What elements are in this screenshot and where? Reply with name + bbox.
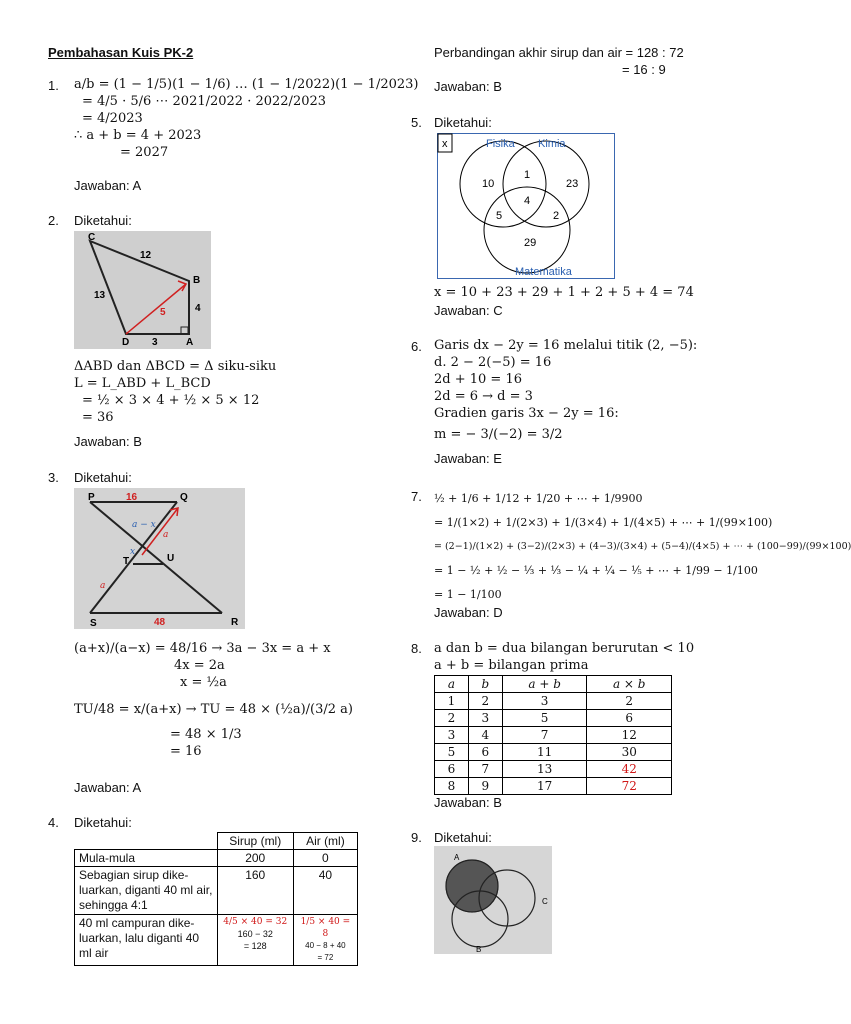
set-b-label: B <box>476 945 482 954</box>
q4-ratio-simplified: = 16 : 9 <box>622 62 666 77</box>
q7-number: 7. <box>411 489 422 504</box>
q8-solution <box>434 640 694 674</box>
q3-figure <box>74 488 245 629</box>
table-cell: 1 <box>435 693 469 710</box>
q6-solution <box>434 337 697 443</box>
table-header-cell: Air (ml) <box>293 833 357 850</box>
q1-line: = 4/5 · 5/6 ⋯ 2021/2022 · 2022/2023 <box>82 94 327 109</box>
q4-number: 4. <box>48 815 59 830</box>
q2-solution <box>74 358 276 426</box>
table-cell: 5 <box>435 744 469 761</box>
table-cell: 8 <box>435 778 469 795</box>
table-row <box>435 710 672 727</box>
table-cell: 2 <box>587 693 672 710</box>
matematika-label: Matematika <box>515 266 572 278</box>
q4-table <box>74 832 358 966</box>
q1-solution <box>74 76 418 161</box>
vertex-t-label: T <box>123 556 130 567</box>
side-48-label: 48 <box>154 617 166 628</box>
region-29: 29 <box>524 237 537 249</box>
table-row <box>435 727 672 744</box>
table-cell: 42 <box>587 761 672 778</box>
region-23: 23 <box>566 178 579 190</box>
q6-line: Garis dx − 2y = 16 melalui titik (2, −5): <box>434 338 698 353</box>
table-cell: 2 <box>468 693 502 710</box>
q8-table <box>434 675 672 795</box>
table-cell: 11 <box>502 744 587 761</box>
q4-answer: Jawaban: B <box>434 79 502 94</box>
q2-figure <box>74 231 211 349</box>
table-cell: 17 <box>502 778 587 795</box>
q2-line: = ½ × 3 × 4 + ½ × 5 × 12 <box>82 393 260 408</box>
three-set-venn-diagram <box>434 846 552 954</box>
q5-number: 5. <box>411 115 422 130</box>
vertex-p-label: P <box>88 492 95 503</box>
table-cell: 4 <box>468 727 502 744</box>
table-cell: 6 <box>435 761 469 778</box>
table-cell: 6 <box>468 744 502 761</box>
air-calc: 1/5 × 40 = 8 <box>300 917 351 939</box>
q2-line: ΔABD dan ΔBCD = Δ siku-siku <box>74 359 277 374</box>
q6-line: 2d + 10 = 16 <box>434 372 522 387</box>
q7-line: = 1 − 1/100 <box>434 588 502 601</box>
segment-a-minus-x-label: a − x <box>132 520 156 530</box>
q5-solution: x = 10 + 23 + 29 + 1 + 2 + 5 + 4 = 74 <box>434 285 694 300</box>
air-calc: = 72 <box>317 953 334 962</box>
q9-number: 9. <box>411 830 422 845</box>
q6-line: Gradien garis 3x − 2y = 16: <box>434 406 619 421</box>
q6-answer: Jawaban: E <box>434 451 502 466</box>
q6-line: 2d = 6 → d = 3 <box>434 389 533 404</box>
table-row <box>435 693 672 710</box>
sirup-calc: = 128 <box>243 941 267 951</box>
table-cell: 7 <box>502 727 587 744</box>
table-header-cell <box>75 833 218 850</box>
table-header-cell: a + b <box>502 676 587 693</box>
table-header-cell: b <box>468 676 502 693</box>
table-row <box>75 833 358 850</box>
venn-diagram <box>438 134 614 278</box>
sirup-calc: 160 − 32 <box>237 929 273 939</box>
q4-ratio: Perbandingan akhir sirup dan air = 128 : 72 <box>434 45 684 60</box>
segment-a-lower-label: a <box>100 581 106 591</box>
segment-a-label: a <box>163 530 169 540</box>
table-header-cell: Sirup (ml) <box>217 833 293 850</box>
q1-number: 1. <box>48 78 59 93</box>
q5-answer: Jawaban: C <box>434 303 503 318</box>
q2-number: 2. <box>48 213 59 228</box>
q3-line: = 48 × 1/3 <box>170 727 242 742</box>
q3-line: (a+x)/(a−x) = 48/16 → 3a − 3x = a + x <box>74 641 331 656</box>
table-row <box>435 676 672 693</box>
q3-line: 4x = 2a <box>174 658 225 673</box>
region-2: 2 <box>553 210 560 222</box>
table-cell <box>293 915 357 966</box>
table-cell: 0 <box>293 850 357 867</box>
q1-line: a/b = (1 − 1/5)(1 − 1/6) … (1 − 1/2022)(1 − 1/2023) <box>74 77 419 92</box>
q3-line: x = ½a <box>180 675 227 690</box>
side-3-label: 3 <box>152 337 158 348</box>
table-cell: 5 <box>502 710 587 727</box>
table-cell: 40 <box>293 867 357 915</box>
kimia-label: Kimia <box>538 138 566 150</box>
table-cell: 3 <box>435 727 469 744</box>
table-header-cell: a <box>435 676 469 693</box>
q1-line: ∴ a + b = 4 + 2023 <box>74 128 202 143</box>
air-calc: 40 − 8 + 40 <box>305 941 346 950</box>
q3-known: Diketahui: <box>74 470 132 485</box>
table-cell: 9 <box>468 778 502 795</box>
q3-solution <box>74 640 353 760</box>
q7-solution <box>434 487 851 607</box>
table-cell: 2 <box>435 710 469 727</box>
q1-line: = 2027 <box>120 145 169 160</box>
q7-line: = 1/(1×2) + 1/(2×3) + 1/(3×4) + 1/(4×5) + ⋯ + 1/(99×100) <box>434 516 773 529</box>
table-cell: 13 <box>502 761 587 778</box>
q6-line: d. 2 − 2(−5) = 16 <box>434 355 552 370</box>
table-cell: 3 <box>468 710 502 727</box>
q2-answer: Jawaban: B <box>74 434 142 449</box>
region-10: 10 <box>482 178 495 190</box>
vertex-d-label: D <box>122 337 130 348</box>
vertex-u-label: U <box>167 553 175 564</box>
q6-number: 6. <box>411 339 422 354</box>
vertex-b-label: B <box>193 275 201 286</box>
q5-venn <box>437 133 615 279</box>
q8-line: a dan b = dua bilangan berurutan < 10 <box>434 641 695 656</box>
side-5-label: 5 <box>160 307 166 318</box>
table-cell: 160 <box>217 867 293 915</box>
page-title: Pembahasan Kuis PK-2 <box>48 45 194 60</box>
table-cell: 72 <box>587 778 672 795</box>
region-5: 5 <box>496 210 503 222</box>
table-cell: 7 <box>468 761 502 778</box>
table-cell: Sebagian sirup dike-luarkan, diganti 40 ml air, sehingga 4:1 <box>75 867 218 915</box>
q7-line: = 1 − ½ + ½ − ⅓ + ⅓ − ¼ + ¼ − ⅕ + ⋯ + 1/99 − 1/100 <box>434 564 758 577</box>
table-cell: 200 <box>217 850 293 867</box>
segment-x-label: x <box>130 547 136 557</box>
table-row <box>435 761 672 778</box>
table-cell: 30 <box>587 744 672 761</box>
vertex-a-label: A <box>186 337 194 348</box>
q2-line: = 36 <box>82 410 114 425</box>
table-cell: 6 <box>587 710 672 727</box>
table-cell: 12 <box>587 727 672 744</box>
region-4: 4 <box>524 195 531 207</box>
set-a-label: A <box>454 853 460 862</box>
table-row <box>435 744 672 761</box>
triangles-diagram <box>74 488 245 629</box>
table-row <box>75 867 358 915</box>
q4-known: Diketahui: <box>74 815 132 830</box>
q2-known: Diketahui: <box>74 213 132 228</box>
q7-line: ½ + 1/6 + 1/12 + 1/20 + ⋯ + 1/9900 <box>434 492 643 505</box>
q1-line: = 4/2023 <box>82 111 143 126</box>
q3-number: 3. <box>48 470 59 485</box>
sirup-calc: 4/5 × 40 = 32 <box>223 917 288 927</box>
q8-line: a + b = bilangan prima <box>434 658 589 673</box>
q7-line: = (2−1)/(1×2) + (3−2)/(2×3) + (4−3)/(3×4) + (5−4)/(4×5) + ⋯ + (100−99)/(99×100) <box>434 541 851 552</box>
region-1: 1 <box>524 169 531 181</box>
vertex-r-label: R <box>231 617 239 628</box>
q7-answer: Jawaban: D <box>434 605 503 620</box>
q9-known: Diketahui: <box>434 830 492 845</box>
quadrilateral-diagram <box>74 231 211 349</box>
q6-line: m = − 3/(−2) = 3/2 <box>434 427 563 442</box>
q3-answer: Jawaban: A <box>74 780 142 795</box>
vertex-q-label: Q <box>180 492 188 503</box>
side-13-label: 13 <box>94 290 106 301</box>
table-cell <box>217 915 293 966</box>
q8-answer: Jawaban: B <box>434 795 502 810</box>
q3-line: TU/48 = x/(a+x) → TU = 48 × (½a)/(3/2 a) <box>74 702 353 717</box>
q5-known: Diketahui: <box>434 115 492 130</box>
vertex-s-label: S <box>90 618 97 629</box>
q9-figure <box>434 846 552 954</box>
set-c-label: C <box>542 897 548 906</box>
vertex-c-label: C <box>88 232 96 243</box>
q3-line: = 16 <box>170 744 202 759</box>
table-row <box>435 778 672 795</box>
q8-number: 8. <box>411 641 422 656</box>
side-4-label: 4 <box>195 303 201 314</box>
side-12-label: 12 <box>140 250 152 261</box>
side-16-label: 16 <box>126 492 138 503</box>
table-row <box>75 850 358 867</box>
table-cell: 40 ml campuran dike-luarkan, lalu diganti 40 ml air <box>75 915 218 966</box>
table-cell: Mula-mula <box>75 850 218 867</box>
universal-set-label: x <box>442 138 448 150</box>
table-row <box>75 915 358 966</box>
table-header-cell: a × b <box>587 676 672 693</box>
fisika-label: Fisika <box>486 138 515 150</box>
q1-answer: Jawaban: A <box>74 178 142 193</box>
q2-line: L = L_ABD + L_BCD <box>74 376 211 391</box>
table-cell: 3 <box>502 693 587 710</box>
